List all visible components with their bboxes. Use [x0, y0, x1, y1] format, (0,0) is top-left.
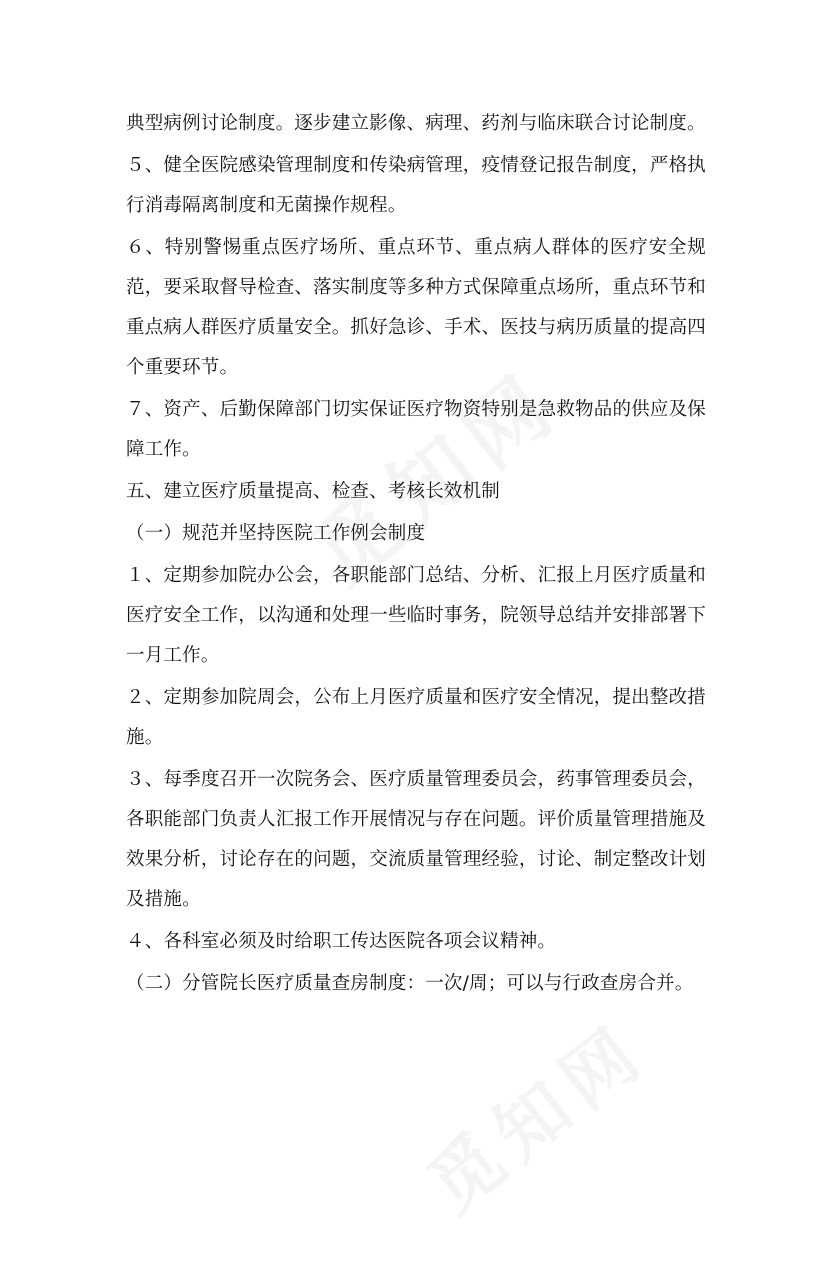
- document-body: [126, 104, 706, 1004]
- paragraph-3: ６、特别警惕重点医疗场所、重点环节、重点病人群体的医疗安全规范，要采取督导检查、落实制度等多种方式保障重点场所，重点环节和重点病人群医疗质量安全。抓好急诊、手术、医技与病历质量的提高四个重要环节。: [126, 237, 706, 378]
- subsection-heading-2: （二）分管院长医疗质量查房制度：一次/周；可以与行政查房合并。: [126, 973, 694, 994]
- paragraph-4: ７、资产、后勤保障部门切实保证医疗物资特别是急救物品的供应及保障工作。: [126, 399, 706, 460]
- paragraph-5: １、定期参加院办公会，各职能部门总结、分析、汇报上月医疗质量和医疗安全工作，以沟通和处理一些临时事务，院领导总结并安排部署下一月工作。: [126, 565, 706, 666]
- subsection-heading-1: （一）规范并坚持医院工作例会制度: [126, 523, 426, 544]
- watermark-text-bottom: [403, 965, 738, 1275]
- section-heading: 五、建立医疗质量提高、检查、考核长效机制: [126, 481, 501, 502]
- paragraph-2: ５、健全医院感染管理制度和传染病管理，疫情登记报告制度，严格执行消毒隔离制度和无菌操作规程。: [126, 155, 706, 216]
- paragraph-6: ２、定期参加院周会，公布上月医疗质量和医疗安全情况，提出整改措施。: [126, 687, 706, 748]
- paragraph-8: ４、各科室必须及时给职工传达医院各项会议精神。: [126, 931, 557, 952]
- paragraph-1: 典型病例讨论制度。逐步建立影像、病理、药剂与临床联合讨论制度。: [126, 113, 706, 134]
- paragraph-7: ３、每季度召开一次院务会、医疗质量管理委员会，药事管理委员会，各职能部门负责人汇报工作开展情况与存在问题。评价质量管理措施及效果分析，讨论存在的问题，交流质量管理经验，讨论、制定整改计划及措施。: [126, 769, 706, 910]
